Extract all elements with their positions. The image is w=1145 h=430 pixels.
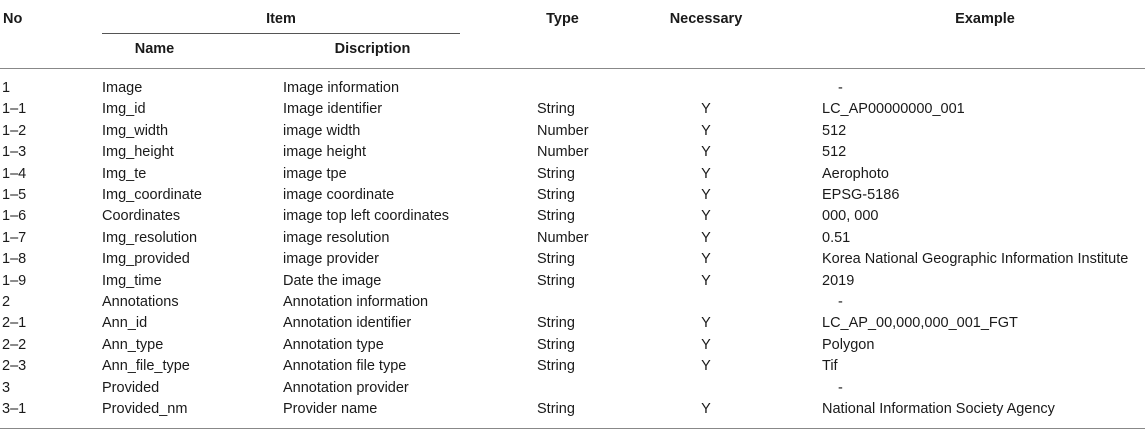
cell-example: 512 — [822, 122, 847, 139]
header-description: Discription — [334, 41, 411, 57]
cell-name: Ann_id — [102, 315, 148, 332]
cell-description: Image identifier — [283, 101, 383, 118]
cell-example: Tif — [822, 358, 838, 375]
cell-type: String — [537, 358, 575, 375]
cell-necessary: Y — [701, 165, 711, 182]
cell-name: Image — [102, 80, 143, 96]
cell-name: Img_width — [102, 122, 169, 139]
cell-type: Number — [537, 144, 589, 161]
cell-no: 1–2 — [2, 122, 27, 139]
cell-name: Img_provided — [102, 251, 190, 268]
cell-description: Annotation provider — [283, 379, 409, 396]
cell-no: 1–7 — [2, 229, 27, 246]
cell-example: LC_AP_00,000,000_001_FGT — [822, 315, 1018, 332]
cell-type: String — [537, 315, 575, 332]
cell-description: Date the image — [283, 272, 382, 289]
cell-no: 1–1 — [2, 101, 27, 118]
cell-name: Img_te — [102, 165, 147, 182]
header-name: Name — [134, 41, 175, 57]
cell-description: image coordinate — [283, 187, 395, 203]
cell-example: - — [838, 294, 843, 310]
cell-no: 3–1 — [2, 401, 27, 417]
cell-example: 512 — [822, 144, 847, 161]
cell-example: EPSG-5186 — [822, 187, 900, 203]
cell-necessary: Y — [701, 272, 711, 289]
cell-description: Image information — [283, 80, 400, 96]
cell-type: String — [537, 251, 575, 268]
cell-type: String — [537, 187, 575, 203]
cell-no: 2–2 — [2, 336, 27, 353]
cell-example: Aerophoto — [822, 165, 889, 182]
cell-necessary: Y — [701, 187, 711, 203]
cell-example: 000, 000 — [822, 208, 879, 225]
cell-name: Provided_nm — [102, 401, 188, 417]
cell-name: Img_height — [102, 144, 174, 161]
cell-description: Provider name — [283, 401, 378, 417]
cell-type: String — [537, 165, 575, 182]
cell-description: image top left coordinates — [283, 208, 450, 225]
cell-necessary: Y — [701, 358, 711, 375]
cell-example: Polygon — [822, 336, 875, 353]
cell-no: 1–9 — [2, 272, 27, 289]
cell-description: Annotation identifier — [283, 315, 412, 332]
cell-example: National Information Society Agency — [822, 401, 1055, 417]
cell-no: 1–6 — [2, 208, 27, 225]
header-item: Item — [266, 11, 296, 27]
cell-type: String — [537, 401, 575, 417]
cell-description: image height — [283, 144, 367, 161]
header-example: Example — [955, 11, 1015, 27]
cell-example: 2019 — [822, 272, 855, 289]
header-type: Type — [546, 11, 579, 27]
cell-name: Ann_file_type — [102, 358, 190, 375]
cell-no: 1–8 — [2, 251, 27, 268]
header-bottom-rule — [0, 68, 1145, 69]
cell-type: Number — [537, 122, 589, 139]
cell-no: 1–3 — [2, 144, 27, 161]
cell-type: String — [537, 336, 575, 353]
cell-necessary: Y — [701, 208, 711, 225]
cell-necessary: Y — [701, 251, 711, 268]
cell-no: 1–4 — [2, 165, 27, 182]
cell-example: - — [838, 379, 843, 396]
cell-description: Annotation information — [283, 294, 429, 310]
cell-necessary: Y — [701, 101, 711, 118]
cell-description: image resolution — [283, 229, 390, 246]
cell-name: Provided — [102, 379, 160, 396]
cell-no: 1–5 — [2, 187, 27, 203]
cell-name: Img_resolution — [102, 229, 198, 246]
cell-description: image width — [283, 122, 361, 139]
cell-name: Img_id — [102, 101, 146, 118]
cell-type: String — [537, 101, 575, 118]
table-bottom-rule — [0, 428, 1145, 429]
cell-necessary: Y — [701, 336, 711, 353]
cell-type: String — [537, 208, 575, 225]
cell-description: Annotation file type — [283, 358, 407, 375]
cell-necessary: Y — [701, 229, 711, 246]
cell-no: 2–1 — [2, 315, 27, 332]
cell-name: Coordinates — [102, 208, 181, 225]
cell-example: - — [838, 80, 843, 96]
header-necessary: Necessary — [669, 11, 743, 27]
cell-name: Ann_type — [102, 336, 164, 353]
cell-no: 3 — [2, 379, 11, 396]
header-no: No — [3, 11, 23, 27]
cell-necessary: Y — [701, 144, 711, 161]
cell-name: Img_time — [102, 272, 162, 289]
cell-no: 2–3 — [2, 358, 27, 375]
cell-type: String — [537, 272, 575, 289]
cell-example: LC_AP00000000_001 — [822, 101, 965, 118]
cell-example: Korea National Geographic Information Institute — [822, 251, 1129, 268]
cell-description: image provider — [283, 251, 379, 268]
cell-necessary: Y — [701, 315, 711, 332]
cell-name: Annotations — [102, 294, 179, 310]
cell-no: 2 — [2, 294, 11, 310]
cell-no: 1 — [2, 80, 11, 96]
cell-description: Annotation type — [283, 336, 384, 353]
cell-example: 0.51 — [822, 229, 851, 246]
cell-description: image tpe — [283, 165, 347, 182]
cell-name: Img_coordinate — [102, 187, 202, 203]
cell-type: Number — [537, 229, 589, 246]
cell-necessary: Y — [701, 122, 711, 139]
cell-necessary: Y — [701, 401, 711, 417]
item-header-rule — [102, 33, 460, 34]
